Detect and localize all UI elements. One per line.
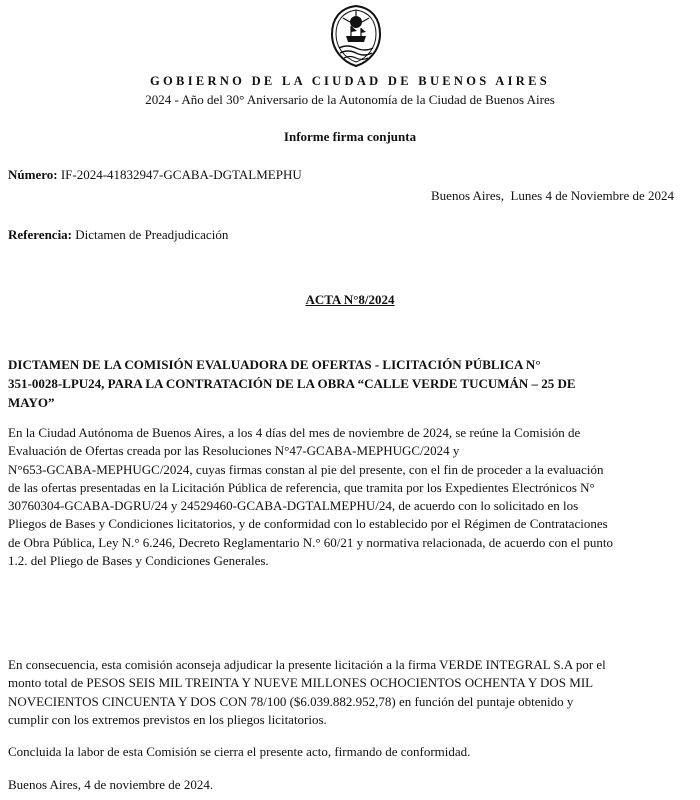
document-number-value: IF-2024-41832947-GCABA-DGTALMEPHU xyxy=(60,167,302,182)
paragraph-line: En la Ciudad Autónoma de Buenos Aires, a los 4 días del mes de noviembre de 2024, se reúne la Comisión de xyxy=(8,425,581,440)
heading-line: 351-0028-LPU24, PARA LA CONTRATACIÓN DE LA OBRA “CALLE VERDE TUCUMÁN – 25 DE xyxy=(8,376,576,391)
government-header: GOBIERNO DE LA CIUDAD DE BUENOS AIRES xyxy=(150,74,550,88)
document-number-label: Número: xyxy=(8,167,58,182)
paragraph-line: 30760304-GCABA-DGRU/24 y 24529460-GCABA-DGTALMEPHU/24, de acuerdo con lo solicitado en los xyxy=(8,498,579,514)
paragraph-line: de las ofertas presentadas en la Licitación Pública de referencia, que tramita por los Expedientes Electrónicos N° xyxy=(8,479,595,495)
paragraph-line: En consecuencia, esta comisión aconseja adjudicar la presente licitación a la firma VERDE INTEGRAL S.A por el xyxy=(8,657,606,672)
final-date: Buenos Aires, 4 de noviembre de 2024. xyxy=(8,777,214,792)
dictamen-heading xyxy=(8,355,668,412)
heading-line: MAYO” xyxy=(8,395,55,410)
place-date: Buenos Aires, Lunes 4 de Noviembre de 2024 xyxy=(431,188,674,203)
paragraph-line: NOVECIENTOS CINCUENTA Y DOS CON 78/100 ($6.039.882.952,78) en función del puntaje obtenido y xyxy=(8,693,574,709)
reference-label: Referencia: xyxy=(8,227,73,242)
closing-statement: Concluida la labor de esta Comisión se cierra el presente acto, firmando de conformidad. xyxy=(8,744,471,759)
paragraph-line: de Obra Pública, Ley N.° 6.246, Decreto Reglamentario N.° 60/21 y normativa relacionada, de acuerdo con el punto xyxy=(8,534,613,550)
reference xyxy=(8,227,228,243)
paragraph-evaluation xyxy=(8,424,668,570)
document-type: Informe firma conjunta xyxy=(283,129,417,144)
year-motto: 2024 - Año del 30° Aniversario de la Autonomía de la Ciudad de Buenos Aires xyxy=(145,92,555,107)
paragraph-line: N°653-GCABA-MEPHUGC/2024, cuyas firmas constan al pie del presente, con el fin de proceder a la evaluación xyxy=(8,461,604,477)
paragraph-line: cumplir con los extremos previstos en los pliegos licitatorios. xyxy=(8,711,327,727)
acta-title: ACTA N°8/2024 xyxy=(305,292,395,307)
paragraph-line: Pliegos de Bases y Condiciones licitatorios, y de conformidad con lo establecido por el Régimen de Contrataciones xyxy=(8,516,608,532)
paragraph-line: monto total de PESOS SEIS MIL TREINTA Y NUEVE MILLONES OCHOCIENTOS OCHENTA Y DOS MIL xyxy=(8,675,594,691)
coat-of-arms-icon xyxy=(329,4,383,68)
paragraph-recommendation xyxy=(8,656,668,729)
document-number xyxy=(8,167,302,183)
reference-value: Dictamen de Preadjudicación xyxy=(75,227,229,242)
heading-line: DICTAMEN DE LA COMISIÓN EVALUADORA DE OFERTAS - LICITACIÓN PÚBLICA N° xyxy=(8,357,541,372)
paragraph-line: 1.2. del Pliego de Bases y Condiciones Generales. xyxy=(8,553,269,569)
paragraph-line: Evaluación de Ofertas creada por las Resoluciones N°47-GCABA-MEPHUGC/2024 y xyxy=(8,443,460,459)
